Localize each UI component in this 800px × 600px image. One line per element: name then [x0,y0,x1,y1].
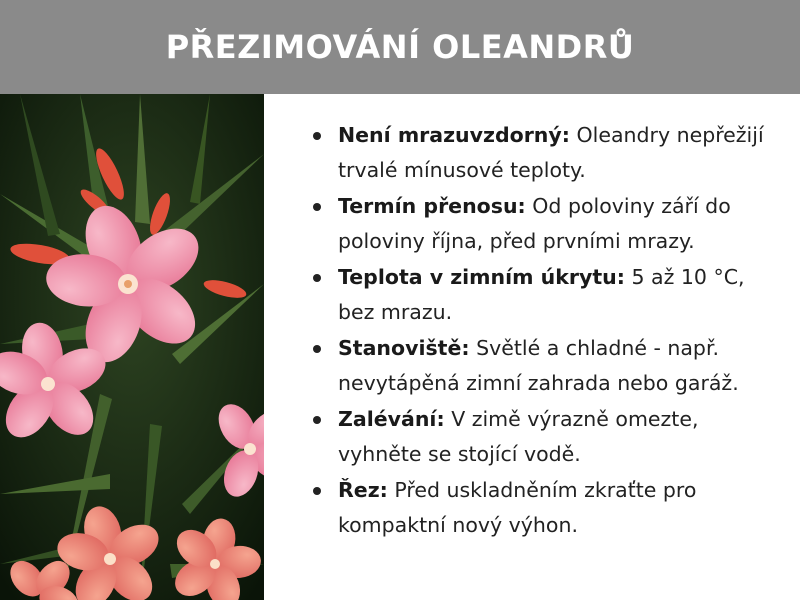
item-text: Oleandry nepřežijí trvalé mínusové teploty. [338,123,764,182]
item-label: Řez: [338,478,388,502]
title-banner [0,0,800,94]
overwintering-tips [310,118,780,544]
item-label: Teplota v zimním úkrytu: [338,265,625,289]
page-title: PŘEZIMOVÁNÍ OLEANDRŮ [165,28,635,66]
item-label: Zalévání: [338,407,445,431]
list-item [310,189,780,259]
item-label: Termín přenosu: [338,194,526,218]
item-label: Není mrazuvzdorný: [338,123,570,147]
list-item [310,260,780,330]
item-label: Stanoviště: [338,336,470,360]
bullet-icon [313,203,321,211]
item-text: 5 až 10 °C, bez mrazu. [338,265,745,324]
list-item [310,118,780,188]
item-text: Od poloviny září do poloviny října, před prvními mrazy. [338,194,731,253]
item-text: Světlé a chladné - např. nevytápěná zimní zahrada nebo garáž. [338,336,739,395]
list-item [310,473,780,543]
bullet-icon [313,487,321,495]
bullet-icon [313,345,321,353]
list-item [310,402,780,472]
tips-list [310,118,780,543]
list-item [310,331,780,401]
item-text: Před uskladněním zkraťte pro kompaktní nový výhon. [338,478,697,537]
bullet-icon [313,274,321,282]
oleander-photo [0,94,264,600]
bullet-icon [313,132,321,140]
item-text: V zimě výrazně omezte, vyhněte se stojící vodě. [338,407,699,466]
oleander-flowers-image [0,94,264,600]
bullet-icon [313,416,321,424]
